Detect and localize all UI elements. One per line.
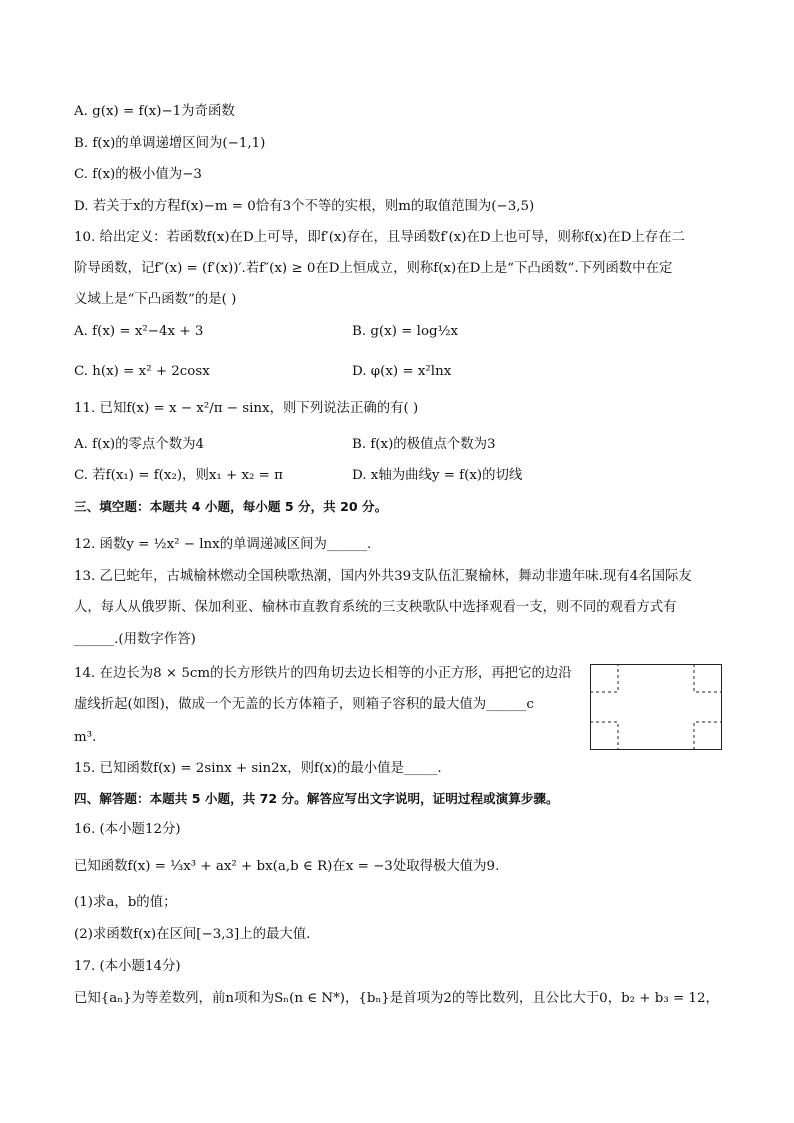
q10-option-d: D. φ(x) = x²lnx <box>352 364 452 379</box>
q14-stem-line3: m³. <box>74 730 97 745</box>
cut-corner-bottom-left <box>590 722 618 750</box>
cut-corner-top-right <box>694 664 722 692</box>
cut-corner-top-left <box>590 664 618 692</box>
q13-stem-line1: 13. 乙巳蛇年，古城榆林燃动全国秧歌热潮，国内外共39支队伍汇聚榆林，舞动非遗年味.现有4名国际友 <box>74 569 692 584</box>
q12-stem: 12. 函数y = ½x² − lnx的单调递减区间为______. <box>74 537 372 552</box>
q10-stem-line1: 10. 给出定义：若函数f(x)在D上可导，即f′(x)存在，且导函数f′(x)在D上也可导，则称f(x)在D上存在二 <box>74 230 685 245</box>
q11-option-a: A. f(x)的零点个数为4 <box>74 437 205 452</box>
q14-stem-line2: 虚线折起(如图)，做成一个无盖的长方体箱子，则箱子容积的最大值为______c <box>74 697 534 712</box>
q9-option-b: B. f(x)的单调递增区间为(−1,1) <box>74 136 266 151</box>
cut-corner-bottom-right <box>694 722 722 750</box>
q15-stem: 15. 已知函数f(x) = 2sinx + sin2x，则f(x)的最小值是_____. <box>74 761 442 776</box>
q11-option-b: B. f(x)的极值点个数为3 <box>352 437 496 452</box>
q9-option-c: C. f(x)的极小值为−3 <box>74 167 202 182</box>
q13-stem-line3: ______.(用数字作答) <box>74 632 196 647</box>
q10-option-a: A. f(x) = x²−4x + 3 <box>74 324 204 339</box>
q11-option-d: D. x轴为曲线y = f(x)的切线 <box>352 468 523 483</box>
q9-option-d: D. 若关于x的方程f(x)−m = 0恰有3个不等的实根，则m的取值范围为(−3,5) <box>74 199 535 214</box>
section-3-heading: 三、填空题：本题共 4 小题，每小题 5 分，共 20 分。 <box>74 499 388 514</box>
box-net-figure <box>590 664 722 750</box>
q16-stem: 已知函数f(x) = ⅓x³ + ax² + bx(a,b ∈ R)在x = −3处取得极大值为9. <box>74 859 500 874</box>
q10-option-c: C. h(x) = x² + 2cosx <box>74 364 210 379</box>
q17-heading: 17. (本小题14分) <box>74 959 181 974</box>
q16-part1: (1)求a，b的值； <box>74 895 177 910</box>
q10-option-b: B. g(x) = log½x <box>352 324 459 339</box>
section-4-heading: 四、解答题：本题共 5 小题，共 72 分。解答应写出文字说明，证明过程或演算步骤。 <box>74 791 559 806</box>
q10-stem-line3: 义域上是“下凸函数”的是( ) <box>74 292 237 307</box>
q11-option-c: C. 若f(x₁) = f(x₂)，则x₁ + x₂ = π <box>74 468 283 483</box>
q9-option-a: A. g(x) = f(x)−1为奇函数 <box>74 104 235 119</box>
q10-stem-line2: 阶导函数，记f″(x) = (f′(x))′.若f″(x) ≥ 0在D上恒成立，则称f(x)在D上是“下凸函数”.下列函数中在定 <box>74 261 673 276</box>
q16-part2: (2)求函数f(x)在区间[−3,3]上的最大值. <box>74 927 311 942</box>
q16-heading: 16. (本小题12分) <box>74 822 181 837</box>
q17-stem: 已知{aₙ}为等差数列，前n项和为Sₙ(n ∈ N*)，{bₙ}是首项为2的等比数列，且公比大于0，b₂ + b₃ = 12， <box>74 991 719 1006</box>
q13-stem-line2: 人，每人从俄罗斯、保加利亚、榆林市直教育系统的三支秧歌队中选择观看一支，则不同的观看方式有 <box>74 600 677 615</box>
q14-stem-line1: 14. 在边长为8 × 5cm的长方形铁片的四角切去边长相等的小正方形，再把它的边沿 <box>74 666 572 681</box>
q11-stem: 11. 已知f(x) = x − x²/π − sinx，则下列说法正确的有( ) <box>74 401 419 416</box>
